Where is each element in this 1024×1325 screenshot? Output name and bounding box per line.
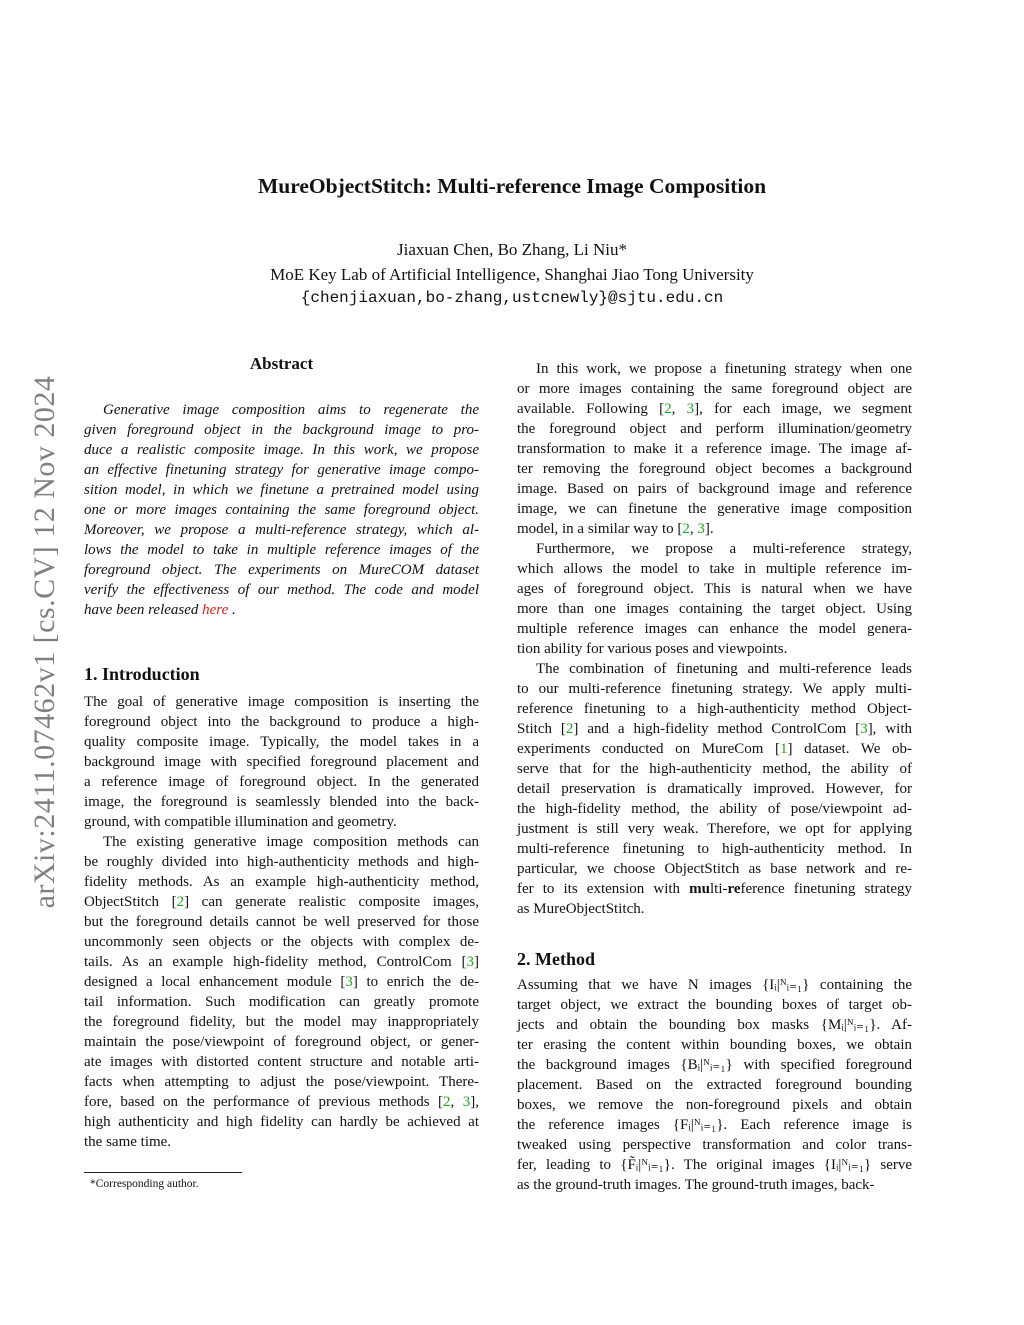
text-line: ter erasing the content within bounding boxes, we obtain	[517, 1037, 912, 1053]
text-line: tweaked using perspective transformation and color trans-	[517, 1137, 912, 1153]
text-line: available. Following [2, 3], for each image, we segment	[517, 401, 913, 417]
abstract-heading: Abstract	[249, 354, 314, 373]
text-line: multiple reference images can enhance the model genera-	[517, 621, 912, 637]
text-line: tails. As an example high-fidelity method, ControlCom [3]	[84, 954, 479, 970]
text-line: Furthermore, we propose a multi-reference strategy,	[536, 541, 912, 557]
text-line: In this work, we propose a finetuning strategy when one	[536, 361, 912, 377]
code-link[interactable]: here	[202, 602, 229, 618]
introduction-body	[84, 692, 479, 1152]
citation-link[interactable]: 1	[779, 741, 788, 757]
text-line: be roughly divided into high-authenticity methods and high-	[84, 854, 479, 870]
paragraph	[517, 975, 912, 1195]
citation-link[interactable]: 2	[682, 521, 690, 537]
citation-link[interactable]: 3	[466, 954, 474, 970]
text-line: or more images containing the same foreground object are	[517, 381, 912, 397]
text-line: but the foreground details cannot be well preserved for those	[84, 914, 479, 930]
text-line: sition model, in which we finetune a pretrained model using	[84, 482, 479, 498]
text-line: the foreground object and perform illumination/geometry	[517, 421, 912, 437]
text-line: foreground object. The experiments on MureCOM dataset	[84, 562, 479, 578]
text-line: The existing generative image composition methods can	[103, 834, 479, 850]
text-line: designed a local enhancement module [3] to enrich the de-	[84, 974, 479, 990]
text-line: fidelity methods. As an example high-authenticity method,	[84, 874, 479, 890]
paragraph	[517, 359, 912, 539]
text-line: target object, we extract the bounding boxes of target ob-	[517, 997, 912, 1013]
text-line: Generative image composition aims to regenerate the	[103, 402, 479, 418]
text-line: jects and obtain the bounding box masks {Mᵢ|ᴺᵢ₌₁}. Af-	[517, 1017, 912, 1033]
text-line: experiments conducted on MureCom [1] dataset. We ob-	[517, 741, 912, 757]
text-line: the same time.	[84, 1134, 172, 1150]
text-line: tail information. Such modification can greatly promote	[84, 994, 479, 1010]
citation-link[interactable]: 3	[697, 521, 705, 537]
text-line: transformation to make it a reference image. The image af-	[517, 441, 912, 457]
text-line: The goal of generative image composition is inserting the	[84, 694, 479, 710]
text-line: the foreground fidelity, but the model may inappropriately	[84, 1014, 479, 1030]
text-line: image. Based on pairs of background image and reference	[517, 481, 912, 497]
text-line: as the ground-truth images. The ground-truth images, back-	[517, 1177, 875, 1193]
text-line: to our multi-reference finetuning strategy. We apply multi-	[517, 681, 912, 697]
emails: {chenjiaxuan,bo-zhang,ustcnewly}@sjtu.edu.cn	[300, 289, 724, 307]
text-line: placement. Based on the extracted foreground bounding	[517, 1077, 912, 1093]
text-line: serve that for the high-authenticity method, the ability of	[517, 761, 912, 777]
introduction-heading: 1. Introduction	[84, 664, 200, 684]
text-line: boxes, we remove the non-foreground pixels and obtain	[517, 1097, 912, 1113]
text-line: high authenticity and high fidelity can hardly be achieved at	[84, 1114, 479, 1130]
text-line: image, the foreground is seamlessly blended into the back-	[84, 794, 479, 810]
affiliation: MoE Key Lab of Artificial Intelligence, Shanghai Jiao Tong University	[270, 265, 754, 284]
text-line: have been released here .	[84, 602, 236, 618]
text-line: justment is still very weak. Therefore, we opt for applying	[517, 821, 912, 837]
text-line: Stitch [2] and a high-fidelity method ControlCom [3], with	[517, 721, 913, 737]
text-line: uncommonly seen objects or the objects with complex de-	[84, 934, 479, 950]
paragraph	[84, 692, 479, 832]
text-line: given foreground object in the background image to pro-	[84, 422, 479, 438]
footnote-rule	[84, 1172, 242, 1173]
authors: Jiaxuan Chen, Bo Zhang, Li Niu*	[397, 240, 627, 259]
text-line: as MureObjectStitch.	[517, 901, 645, 917]
text-line: ground, with compatible illumination and geometry.	[84, 814, 397, 830]
text-line: facts when attempting to adjust the pose/viewpoint. There-	[84, 1074, 479, 1090]
text-line: ObjectStitch [2] can generate realistic composite images,	[84, 894, 479, 910]
paragraph	[84, 400, 479, 620]
text-line: ter removing the foreground object becomes a background	[517, 461, 912, 477]
text-line: image, we can finetune the generative image composition	[517, 501, 912, 517]
text-line: maintain the pose/viewpoint of foreground object, or gener-	[84, 1034, 479, 1050]
text-line: the reference images {Fᵢ|ᴺᵢ₌₁}. Each reference image is	[517, 1117, 912, 1133]
text-line: particular, we choose ObjectStitch as base network and re-	[517, 861, 912, 877]
text-line: fer to its extension with multi-reference finetuning strategy	[517, 881, 912, 897]
right-column-body	[517, 359, 912, 919]
method-heading: 2. Method	[517, 949, 595, 969]
paragraph	[517, 539, 912, 659]
citation-link[interactable]: 2	[176, 894, 185, 910]
text-line: fore, based on the performance of previous methods [2, 3],	[84, 1094, 479, 1110]
text-line: tion ability for various poses and viewpoints.	[517, 641, 788, 657]
citation-link[interactable]: 2	[565, 721, 574, 737]
text-line: a reference image of foreground object. In the generated	[84, 774, 479, 790]
text-line: The combination of finetuning and multi-reference leads	[536, 661, 912, 677]
text-line: verify the effectiveness of our method. The code and model	[84, 582, 479, 598]
text-line: foreground object into the background to produce a high-	[84, 714, 479, 730]
text-line: lows the model to take in multiple reference images of the	[84, 542, 479, 558]
footnote: *Corresponding author.	[90, 1178, 199, 1190]
text-line: fer, leading to {F̃ᵢ|ᴺᵢ₌₁}. The original images {Iᵢ|ᴺᵢ₌₁} serve	[517, 1157, 912, 1173]
text-line: background image with specified foreground placement and	[84, 754, 479, 770]
text-line: reference finetuning to a high-authenticity method Object-	[517, 701, 912, 717]
citation-link[interactable]: 3	[686, 401, 695, 417]
paragraph	[84, 832, 479, 1152]
text-line: more than one images containing the target object. Using	[517, 601, 912, 617]
text-line: quality composite image. Typically, the model takes in a	[84, 734, 479, 750]
text-line: ate images with distorted content structure and notable arti-	[84, 1054, 479, 1070]
citation-link[interactable]: 2	[443, 1094, 451, 1110]
citation-link[interactable]: 2	[664, 401, 672, 417]
text-line: Moreover, we propose a multi-reference strategy, which al-	[84, 522, 479, 538]
text-line: multi-reference finetuning to high-authenticity method. In	[517, 841, 912, 857]
text-line: one or more images containing the same foreground object.	[84, 502, 479, 518]
citation-link[interactable]: 3	[860, 721, 868, 737]
text-line: which allows the model to take in multiple reference im-	[517, 561, 912, 577]
arxiv-identifier: arXiv:2411.07462v1 [cs.CV] 12 Nov 2024	[28, 375, 61, 909]
text-line: ages of foreground object. This is natural when we have	[517, 581, 912, 597]
citation-link[interactable]: 3	[345, 974, 353, 990]
paper-title: MureObjectStitch: Multi-reference Image Composition	[257, 174, 767, 198]
text-line: Assuming that we have N images {Iᵢ|ᴺᵢ₌₁} containing the	[517, 977, 912, 993]
text-line: duce a realistic composite image. In this work, we propose	[84, 442, 479, 458]
text-line: detail preservation is dramatically improved. However, for	[517, 781, 912, 797]
text-line: the high-fidelity method, the ability of pose/viewpoint ad-	[517, 801, 912, 817]
text-line: the background images {Bᵢ|ᴺᵢ₌₁} with specified foreground	[517, 1057, 912, 1073]
text-line: model, in a similar way to [2, 3].	[517, 521, 714, 537]
abstract-body	[84, 400, 479, 620]
method-body	[517, 975, 912, 1195]
citation-link[interactable]: 3	[462, 1094, 471, 1110]
paragraph	[517, 659, 912, 919]
text-line: an effective finetuning strategy for generative image compo-	[84, 462, 479, 478]
